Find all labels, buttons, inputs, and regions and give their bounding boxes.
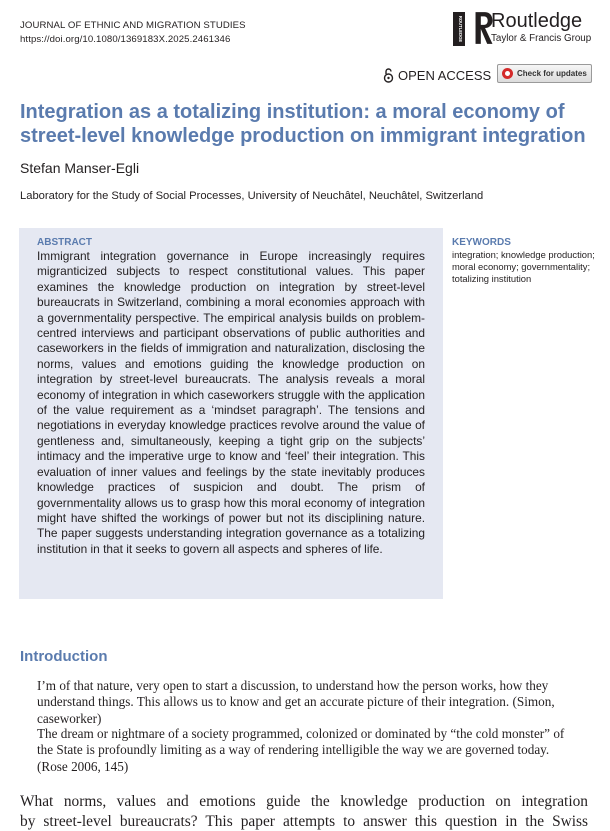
body-line-1: What norms, values and emotions guide the knowledge production on integration <box>20 792 588 812</box>
journal-header <box>20 19 246 47</box>
journal-name: JOURNAL OF ETHNIC AND MIGRATION STUDIES <box>20 19 246 33</box>
doi-link[interactable]: https://doi.org/10.1080/1369183X.2025.2461346 <box>20 33 246 47</box>
routledge-vertical-logo <box>453 12 465 46</box>
author-name[interactable]: Stefan Manser-Egli <box>20 160 139 176</box>
routledge-vertical-text: ROUTLEDGE <box>458 16 463 42</box>
epigraph-quote-2: The dream or nightmare of a society programmed, colonized or dominated by “the cold monster” of the State is profoundly limiting as a way of rendering intelligible the way we are governed today. (Rose 2006, 145) <box>37 726 582 775</box>
publisher-logo <box>453 4 603 50</box>
check-updates-icon <box>502 68 513 79</box>
section-heading-introduction: Introduction <box>20 648 107 665</box>
article-title <box>20 100 600 148</box>
body-line-2: by street-level bureaucrats? This paper attempts to answer this question in the Swiss <box>20 812 588 831</box>
abstract-text: Immigrant integration governance in Europe increasingly requires migranticized subjects to respect constitutional values. This paper examines the knowledge production on integration by street-level bureaucrats in Switzerland, combining a moral economies approach with a governmentality perspective. The empirical analysis builds on problem-centred interviews and participant observations of public authorities and caseworkers in the fields of immigration and naturalization, disclosing the norms, values and emotions guiding the knowledge production on integration by street-level bureaucrats. The analysis reveals a moral economy of integration in which caseworkers struggle with the application of the value requirement as a ‘mindset paragraph’. The tensions and negotiations in everyday knowledge practices revolve around the value of gentleness and, simultaneously, keeping a tight grip on the subjects’ intimacy and the imperative urge to know and ‘feel’ their integration. This evaluation of inner values and feelings by the state inevitably produces knowledge practices of suspicion and doubt. The prism of governmentality allows us to grasp how this moral economy of integration might have shifted the workings of power but not its disciplining nature. The paper suggests understanding integration governance as a totalizing institution in that it seeks to govern all aspects and spheres of life. <box>37 249 425 557</box>
affiliation: Laboratory for the Study of Social Processes, University of Neuchâtel, Neuchâtel, Switzerland <box>20 190 483 202</box>
publisher-name: Routledge <box>491 10 582 32</box>
body-paragraph <box>20 792 588 831</box>
open-lock-icon <box>383 68 394 83</box>
keywords-text: integration; knowledge production; moral economy; governmentality; totalizing institution <box>452 249 598 284</box>
abstract-label: ABSTRACT <box>37 237 92 248</box>
publisher-subtitle: Taylor & Francis Group <box>491 33 591 44</box>
keywords-label: KEYWORDS <box>452 237 511 248</box>
open-access-badge <box>383 68 491 83</box>
title-line-2: street-level knowledge production on immigrant integration <box>20 124 600 148</box>
check-for-updates-button[interactable] <box>497 64 592 83</box>
epigraph-quote-1: I’m of that nature, very open to start a discussion, to understand how the person works, how they understand things. This allows us to know and get an accurate picture of their integration. (Simon, caseworker) <box>37 678 582 727</box>
open-access-label: OPEN ACCESS <box>398 68 491 83</box>
check-updates-label: Check for updates <box>517 69 587 78</box>
title-line-1: Integration as a totalizing institution: a moral economy of <box>20 100 600 124</box>
